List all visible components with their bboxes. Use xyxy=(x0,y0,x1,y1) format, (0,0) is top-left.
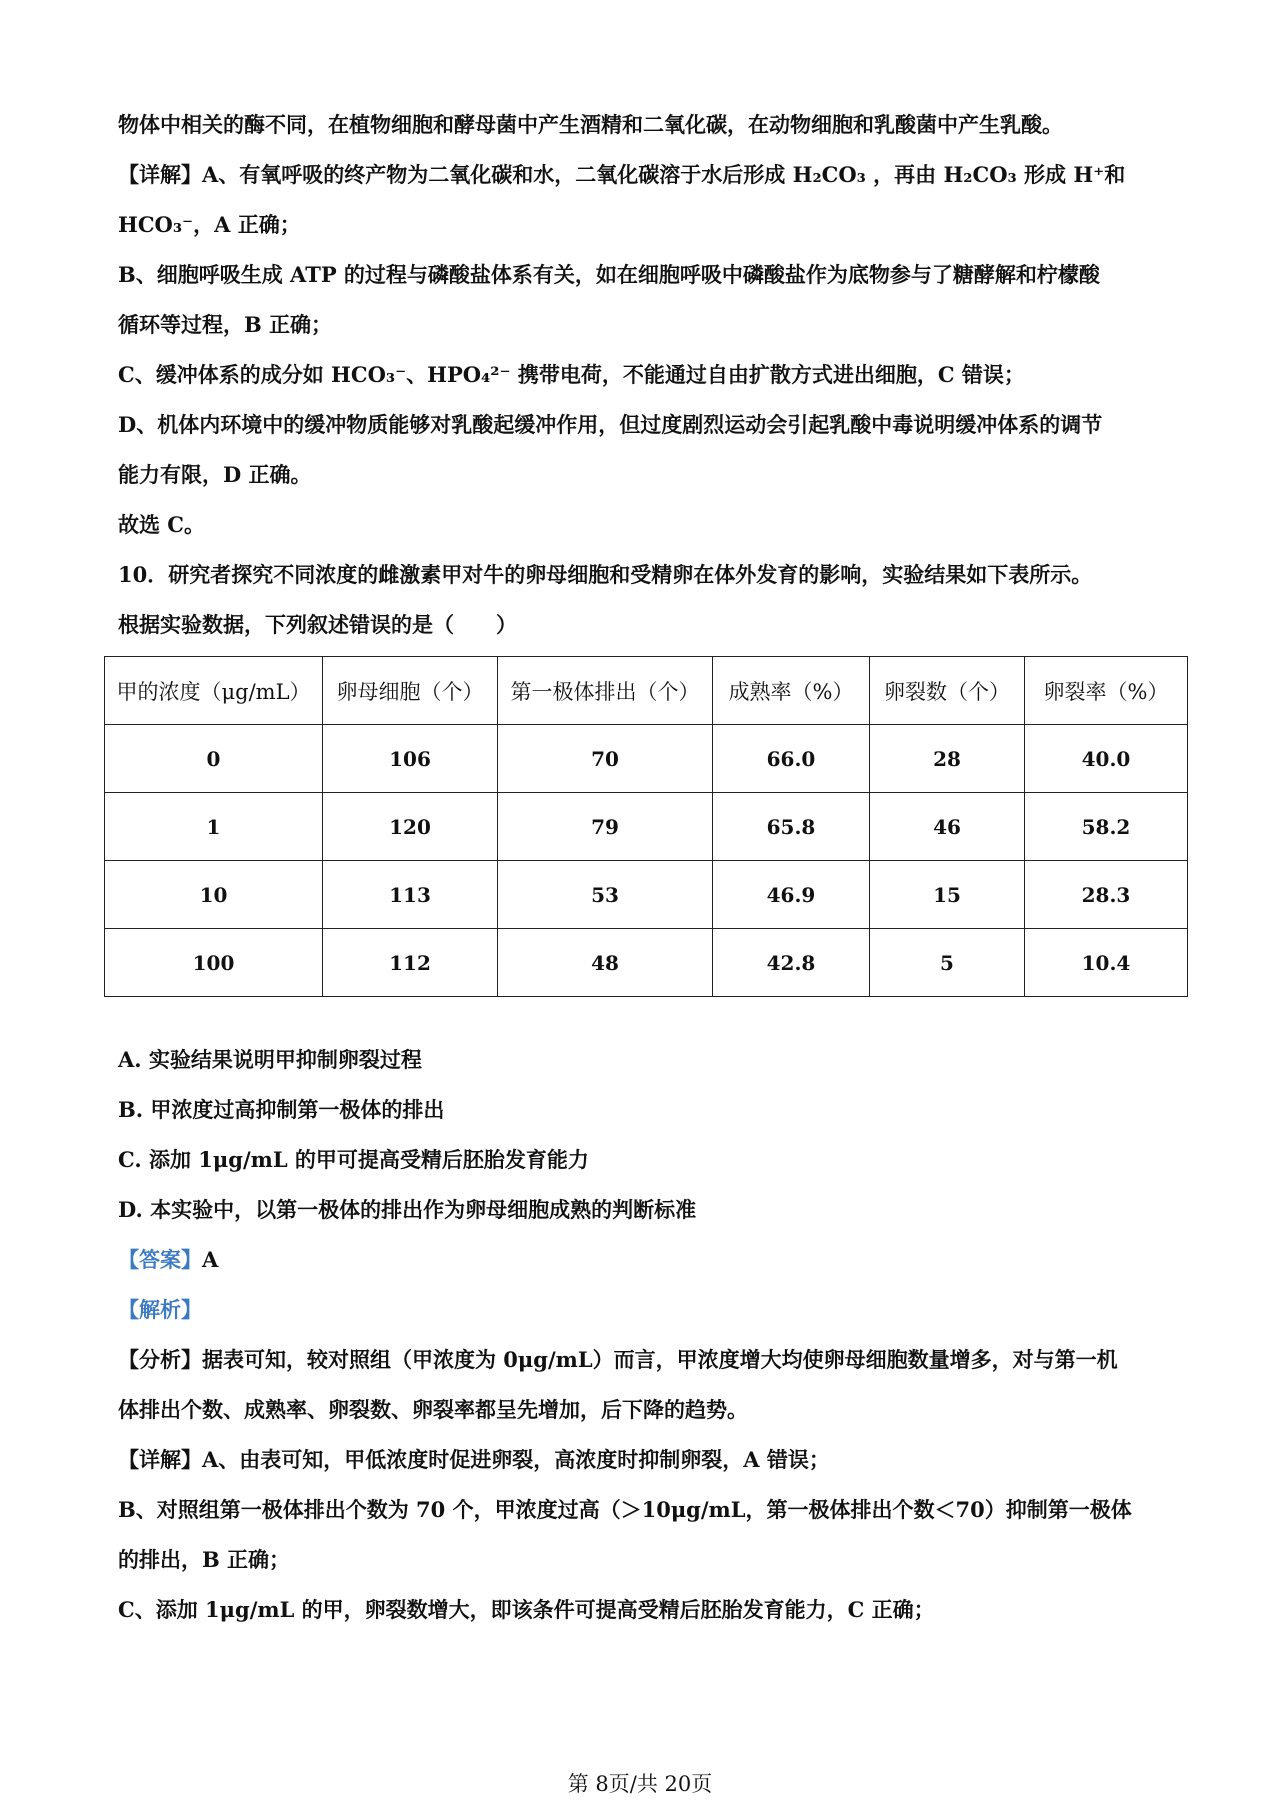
table-cell: 106 xyxy=(323,725,498,793)
table-row xyxy=(105,793,1188,861)
table-cell: 10.4 xyxy=(1025,929,1188,997)
text-line: 【分析】据表可知，较对照组（甲浓度为 0μg/mL）而言，甲浓度增大均使卵母细胞数量增多，对与第一机 xyxy=(118,1347,1118,1372)
text-line: 体排出个数、成熟率、卵裂数、卵裂率都呈先增加，后下降的趋势。 xyxy=(118,1397,748,1422)
text-line: 【详解】A、有氧呼吸的终产物为二氧化碳和水，二氧化碳溶于水后形成 H₂CO₃ ，再由 H₂CO₃ 形成 H⁺和 xyxy=(118,162,1126,187)
table-cell: 120 xyxy=(323,793,498,861)
table-header-cell: 第一极体排出（个） xyxy=(498,657,713,725)
analysis-block xyxy=(118,1335,1178,1635)
table-cell: 5 xyxy=(870,929,1025,997)
text-line: 循环等过程，B 正确； xyxy=(118,312,333,337)
text-line: C、缓冲体系的成分如 HCO₃⁻、HPO₄²⁻ 携带电荷，不能通过自由扩散方式进出细胞，C 错误； xyxy=(118,362,1025,387)
text-line: D、机体内环境中的缓冲物质能够对乳酸起缓冲作用，但过度剧烈运动会引起乳酸中毒说明缓冲体系的调节 xyxy=(118,412,1103,437)
text-line: HCO₃⁻，A 正确； xyxy=(118,212,301,237)
answer-label: 【答案】 xyxy=(118,1247,202,1272)
answer-line xyxy=(118,1235,1178,1285)
table-cell: 58.2 xyxy=(1025,793,1188,861)
table-cell: 46 xyxy=(870,793,1025,861)
table-cell: 42.8 xyxy=(713,929,870,997)
answer-options xyxy=(118,1035,1178,1235)
option-item: B. 甲浓度过高抑制第一极体的排出 xyxy=(118,1097,445,1122)
text-line: B、细胞呼吸生成 ATP 的过程与磷酸盐体系有关，如在细胞呼吸中磷酸盐作为底物参与了糖酵解和柠檬酸 xyxy=(118,262,1100,287)
table-cell: 100 xyxy=(105,929,323,997)
option-item: C. 添加 1μg/mL 的甲可提高受精后胚胎发育能力 xyxy=(118,1147,589,1172)
answer-value: A xyxy=(202,1247,219,1272)
table-header-cell: 卵裂率（%） xyxy=(1025,657,1188,725)
table-cell: 0 xyxy=(105,725,323,793)
text-line: 物体中相关的酶不同，在植物细胞和酵母菌中产生酒精和二氧化碳，在动物细胞和乳酸菌中产生乳酸。 xyxy=(118,112,1063,137)
table-header-cell: 成熟率（%） xyxy=(713,657,870,725)
analysis-label: 【解析】 xyxy=(118,1297,202,1322)
table-row xyxy=(105,861,1188,929)
table-cell: 79 xyxy=(498,793,713,861)
explanation-block xyxy=(118,100,1178,650)
text-line: C、添加 1μg/mL 的甲，卵裂数增大，即该条件可提高受精后胚胎发育能力，C 正确； xyxy=(118,1597,935,1622)
text-line: B、对照组第一极体排出个数为 70 个，甲浓度过高（＞10μg/mL，第一极体排出个数＜70）抑制第一极体 xyxy=(118,1497,1132,1522)
table-body xyxy=(105,725,1188,997)
table-row xyxy=(105,929,1188,997)
table-cell: 46.9 xyxy=(713,861,870,929)
text-line: 10．研究者探究不同浓度的雌激素甲对牛的卵母细胞和受精卵在体外发育的影响，实验结果如下表所示。 xyxy=(118,562,1093,587)
option-item: A. 实验结果说明甲抑制卵裂过程 xyxy=(118,1047,422,1072)
table-cell: 66.0 xyxy=(713,725,870,793)
table-cell: 15 xyxy=(870,861,1025,929)
table-cell: 70 xyxy=(498,725,713,793)
table-cell: 10 xyxy=(105,861,323,929)
text-line: 能力有限，D 正确。 xyxy=(118,462,312,487)
text-line: 故选 C。 xyxy=(118,512,206,537)
table-cell: 53 xyxy=(498,861,713,929)
option-item: D. 本实验中，以第一极体的排出作为卵母细胞成熟的判断标准 xyxy=(118,1197,697,1222)
table-row xyxy=(105,725,1188,793)
table-cell: 65.8 xyxy=(713,793,870,861)
table-header-cell: 甲的浓度（μg/mL） xyxy=(105,657,323,725)
table-cell: 28 xyxy=(870,725,1025,793)
table-cell: 113 xyxy=(323,861,498,929)
text-line: 【详解】A、由表可知，甲低浓度时促进卵裂，高浓度时抑制卵裂，A 错误； xyxy=(118,1447,830,1472)
table-cell: 1 xyxy=(105,793,323,861)
table-header-cell: 卵裂数（个） xyxy=(870,657,1025,725)
text-line: 根据实验数据，下列叙述错误的是（ ） xyxy=(118,612,517,637)
table-cell: 112 xyxy=(323,929,498,997)
experiment-table xyxy=(104,656,1188,997)
table-header-cell: 卵母细胞（个） xyxy=(323,657,498,725)
table-cell: 40.0 xyxy=(1025,725,1188,793)
table-cell: 48 xyxy=(498,929,713,997)
page-footer: 第 8页/共 20页 xyxy=(567,1772,713,1796)
table-cell: 28.3 xyxy=(1025,861,1188,929)
table-header-row xyxy=(105,657,1188,725)
page-content xyxy=(118,100,1178,1635)
text-line: 的排出，B 正确； xyxy=(118,1547,291,1572)
